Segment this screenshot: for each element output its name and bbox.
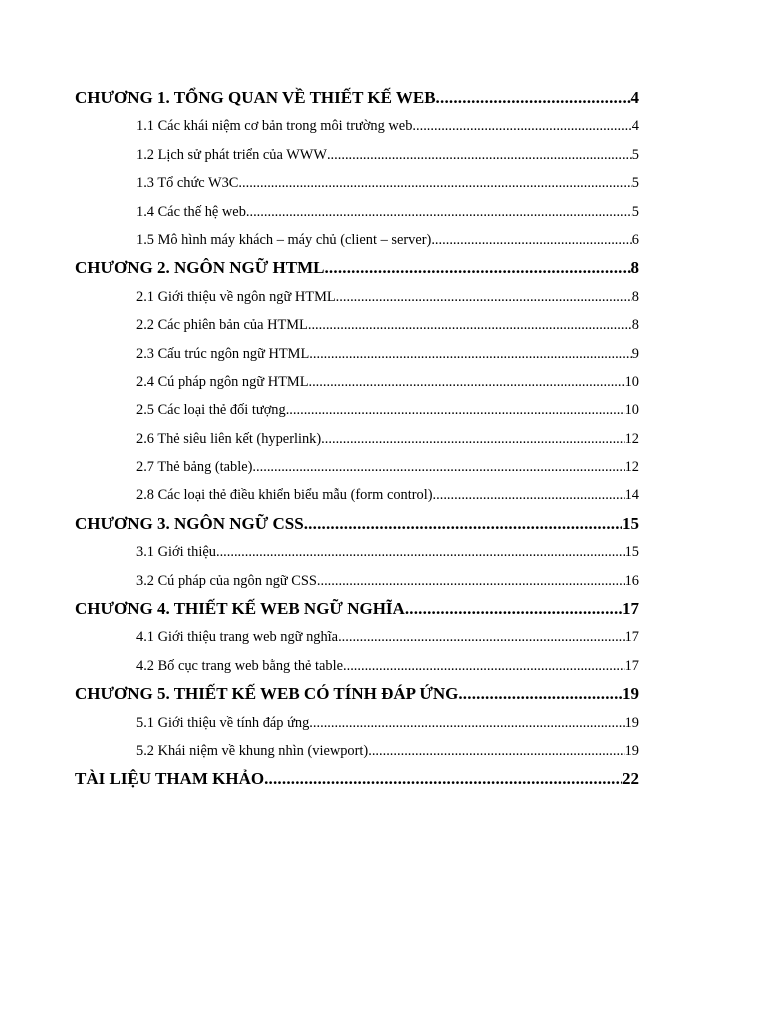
- toc-references[interactable]: [75, 765, 639, 793]
- toc-page-number: 17: [622, 599, 639, 619]
- toc-entry-title: 1.5 Mô hình máy khách – máy chủ (client – server): [136, 231, 432, 248]
- toc-entry-title: TÀI LIỆU THAM KHẢO: [75, 769, 265, 789]
- dot-leader: [338, 623, 625, 651]
- toc-entry-title: 2.8 Các loại thẻ điều khiển biểu mẫu (form control): [136, 487, 433, 504]
- toc-entry-title: CHƯƠNG 5. THIẾT KẾ WEB CÓ TÍNH ĐÁP ỨNG: [75, 684, 459, 704]
- toc-page-number: 9: [631, 345, 639, 362]
- toc-page-number: 15: [622, 513, 639, 533]
- dot-leader: [304, 510, 622, 538]
- toc-entry-title: CHƯƠNG 2. NGÔN NGỮ HTML: [75, 258, 325, 278]
- toc-chapter-4[interactable]: [75, 595, 639, 623]
- dot-leader: [412, 112, 631, 140]
- dot-leader: [308, 368, 624, 396]
- toc-page-number: 6: [631, 231, 639, 248]
- toc-entry-title: CHƯƠNG 1. TỔNG QUAN VỀ THIẾT KẾ WEB: [75, 88, 436, 107]
- toc-entry-title: 1.3 Tổ chức W3C: [136, 175, 239, 192]
- toc-section-1-3[interactable]: [75, 169, 639, 197]
- toc-chapter-5[interactable]: [75, 680, 639, 708]
- dot-leader: [324, 254, 630, 282]
- toc-page-number: 16: [624, 572, 639, 589]
- toc-page-number: 19: [622, 684, 639, 704]
- dot-leader: [252, 453, 624, 481]
- toc-chapter-2[interactable]: [75, 254, 639, 282]
- toc-section-2-4[interactable]: [75, 368, 639, 396]
- dot-leader: [309, 709, 624, 737]
- toc-section-2-3[interactable]: [75, 340, 639, 368]
- dot-leader: [458, 680, 622, 708]
- dot-leader: [308, 311, 632, 339]
- toc-entry-title: 2.5 Các loại thẻ đối tượng: [136, 402, 286, 419]
- toc-page-number: 10: [624, 373, 639, 390]
- toc-entry-title: 2.1 Giới thiệu về ngôn ngữ HTML: [136, 288, 336, 305]
- dot-leader: [246, 198, 632, 226]
- toc-entry-title: 3.2 Cú pháp của ngôn ngữ CSS: [136, 572, 317, 589]
- toc-entry-title: 2.2 Các phiên bản của HTML: [136, 317, 308, 334]
- toc-section-2-8[interactable]: [75, 481, 639, 509]
- dot-leader: [309, 340, 632, 368]
- toc-entry-title: 2.6 Thẻ siêu liên kết (hyperlink): [136, 430, 322, 447]
- toc-entry-title: 4.2 Bố cục trang web bằng thẻ table: [136, 657, 343, 674]
- toc-section-4-1[interactable]: [75, 623, 639, 651]
- toc-chapter-3[interactable]: [75, 510, 639, 538]
- toc-entry-title: 3.1 Giới thiệu: [136, 544, 216, 561]
- toc-section-2-6[interactable]: [75, 425, 639, 453]
- dot-leader: [405, 595, 622, 623]
- toc-page-number: 15: [624, 544, 639, 561]
- toc-section-2-1[interactable]: [75, 283, 639, 311]
- table-of-contents: [75, 84, 639, 794]
- toc-page-number: 5: [631, 203, 639, 220]
- dot-leader: [264, 765, 622, 793]
- toc-entry-title: CHƯƠNG 4. THIẾT KẾ WEB NGỮ NGHĨA: [75, 599, 405, 619]
- toc-page-number: 17: [624, 657, 639, 674]
- toc-section-2-5[interactable]: [75, 396, 639, 424]
- toc-entry-title: 4.1 Giới thiệu trang web ngữ nghĩa: [136, 629, 339, 646]
- toc-page-number: 10: [624, 402, 639, 419]
- toc-page-number: 12: [624, 430, 639, 447]
- toc-entry-title: 1.4 Các thế hệ web: [136, 203, 246, 220]
- dot-leader: [436, 84, 631, 112]
- dot-leader: [368, 737, 624, 765]
- toc-page-number: 17: [624, 629, 639, 646]
- toc-page-number: 19: [624, 742, 639, 759]
- toc-section-1-2[interactable]: [75, 141, 639, 169]
- toc-page-number: 19: [624, 714, 639, 731]
- toc-page-number: 8: [630, 258, 639, 278]
- toc-page-number: 4: [631, 118, 639, 135]
- toc-entry-title: 5.2 Khái niệm về khung nhìn (viewport): [136, 742, 369, 759]
- toc-section-2-2[interactable]: [75, 311, 639, 339]
- toc-page-number: 4: [630, 88, 639, 107]
- toc-section-5-2[interactable]: [75, 737, 639, 765]
- dot-leader: [327, 141, 632, 169]
- toc-section-5-1[interactable]: [75, 709, 639, 737]
- toc-page-number: 12: [624, 459, 639, 476]
- dot-leader: [433, 481, 625, 509]
- toc-page-number: 14: [624, 487, 639, 504]
- toc-page-number: 22: [622, 769, 639, 789]
- toc-entry-title: 2.7 Thẻ bảng (table): [136, 459, 253, 476]
- dot-leader: [336, 283, 632, 311]
- dot-leader: [238, 169, 631, 197]
- toc-section-2-7[interactable]: [75, 453, 639, 481]
- toc-section-3-1[interactable]: [75, 538, 639, 566]
- dot-leader: [286, 396, 625, 424]
- dot-leader: [317, 567, 625, 595]
- dot-leader: [343, 652, 625, 680]
- toc-page-number: 5: [631, 175, 639, 192]
- toc-section-1-4[interactable]: [75, 198, 639, 226]
- dot-leader: [431, 226, 631, 254]
- toc-page-number: 8: [631, 288, 639, 305]
- toc-entry-title: CHƯƠNG 3. NGÔN NGỮ CSS: [75, 513, 304, 533]
- dot-leader: [321, 425, 624, 453]
- toc-page-number: 8: [631, 317, 639, 334]
- toc-section-1-5[interactable]: [75, 226, 639, 254]
- toc-page-number: 5: [631, 146, 639, 163]
- toc-entry-title: 1.2 Lịch sử phát triển của WWW: [136, 146, 327, 163]
- toc-entry-title: 1.1 Các khái niệm cơ bản trong môi trường web: [136, 118, 413, 135]
- dot-leader: [216, 538, 625, 566]
- toc-chapter-1[interactable]: [75, 84, 639, 112]
- toc-section-3-2[interactable]: [75, 567, 639, 595]
- toc-section-4-2[interactable]: [75, 652, 639, 680]
- toc-entry-title: 2.3 Cấu trúc ngôn ngữ HTML: [136, 345, 310, 362]
- toc-section-1-1[interactable]: [75, 112, 639, 140]
- toc-entry-title: 5.1 Giới thiệu về tính đáp ứng: [136, 714, 310, 731]
- toc-entry-title: 2.4 Cú pháp ngôn ngữ HTML: [136, 373, 309, 390]
